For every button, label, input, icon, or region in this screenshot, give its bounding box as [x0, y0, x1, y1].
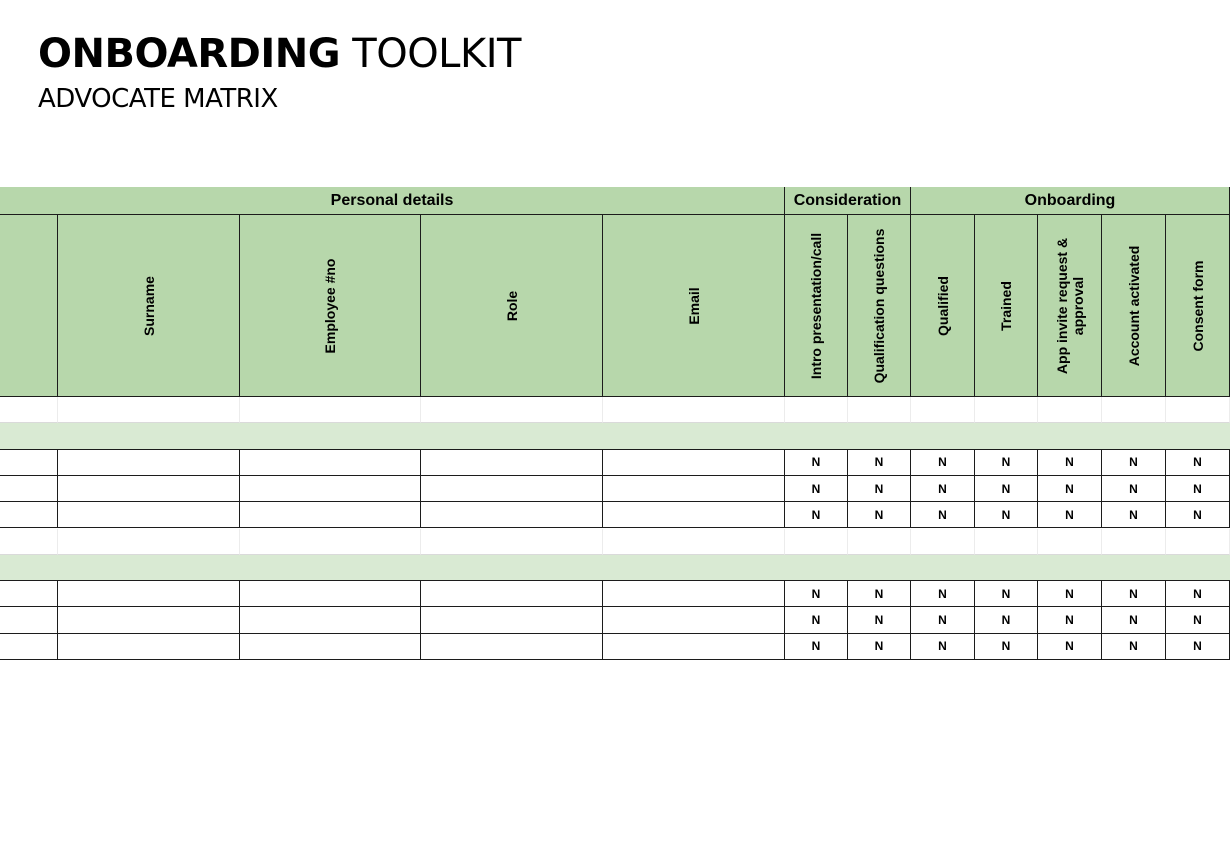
table-cell — [848, 529, 911, 555]
column-label: Employee #no — [322, 258, 338, 353]
table-cell[interactable]: N — [975, 581, 1038, 607]
table-cell[interactable] — [240, 476, 421, 502]
table-cell[interactable]: N — [785, 502, 848, 528]
table-cell[interactable] — [58, 502, 240, 528]
group-personal-details: Personal details — [0, 187, 785, 215]
column-label: Consent form — [1189, 260, 1206, 351]
table-cell — [1102, 529, 1166, 555]
table-cell[interactable]: N — [1166, 634, 1230, 660]
col-header-consent-form — [1166, 215, 1230, 397]
column-label: Account activated — [1125, 245, 1142, 366]
table-cell — [785, 529, 848, 555]
column-label: Role — [503, 290, 520, 321]
advocate-matrix-table — [0, 187, 1230, 661]
table-cell — [975, 529, 1038, 555]
table-cell — [975, 397, 1038, 423]
column-label: Surname — [140, 275, 157, 336]
table-cell[interactable]: N — [848, 450, 911, 476]
table-cell — [0, 529, 58, 555]
column-label: App invite request & approval — [1053, 237, 1086, 374]
col-header-account-activated — [1102, 215, 1166, 397]
table-cell[interactable]: N — [911, 581, 975, 607]
table-cell — [848, 397, 911, 423]
table-cell[interactable] — [58, 634, 240, 660]
table-cell[interactable]: N — [785, 607, 848, 633]
table-cell[interactable] — [421, 607, 603, 633]
table-cell[interactable] — [0, 476, 58, 502]
table-cell[interactable] — [421, 634, 603, 660]
table-cell[interactable]: N — [975, 634, 1038, 660]
table-cell[interactable] — [0, 607, 58, 633]
table-cell — [1102, 397, 1166, 423]
table-cell — [911, 397, 975, 423]
table-cell — [785, 397, 848, 423]
col-header-app-invite — [1038, 215, 1102, 397]
table-cell[interactable]: N — [911, 607, 975, 633]
table-cell — [603, 397, 785, 423]
table-cell — [1166, 529, 1230, 555]
table-cell[interactable] — [240, 634, 421, 660]
column-label: Qualified — [934, 275, 951, 336]
table-cell[interactable]: N — [911, 634, 975, 660]
table-cell[interactable]: N — [848, 502, 911, 528]
group-consideration: Consideration — [785, 187, 911, 215]
column-label: Intro presentation/call — [808, 232, 824, 379]
table-cell — [421, 397, 603, 423]
table-cell[interactable]: N — [1102, 581, 1166, 607]
table-cell[interactable]: N — [1038, 476, 1102, 502]
col-header-role — [421, 215, 603, 397]
table-cell[interactable] — [603, 607, 785, 633]
group-band-row — [0, 555, 1230, 581]
table-cell[interactable]: N — [975, 450, 1038, 476]
col-header-qualified — [911, 215, 975, 397]
table-cell[interactable] — [240, 450, 421, 476]
col-header-intro-presentation — [785, 215, 848, 397]
page-title-bold: ONBOARDING — [38, 31, 341, 77]
table-cell[interactable]: N — [848, 607, 911, 633]
table-cell[interactable]: N — [785, 450, 848, 476]
table-cell[interactable] — [240, 502, 421, 528]
col-header-first-name — [0, 215, 58, 397]
table-cell[interactable]: N — [1166, 581, 1230, 607]
page-title-regular: TOOLKIT — [352, 31, 521, 77]
table-cell — [240, 397, 421, 423]
table-cell[interactable] — [421, 476, 603, 502]
page-subtitle: ADVOCATE MATRIX — [38, 84, 278, 114]
table-cell[interactable]: N — [1166, 607, 1230, 633]
col-header-trained — [975, 215, 1038, 397]
column-label: Trained — [998, 280, 1014, 331]
table-cell — [1038, 529, 1102, 555]
page-title — [38, 28, 521, 80]
table-cell — [603, 529, 785, 555]
table-cell[interactable]: N — [848, 581, 911, 607]
table-cell[interactable]: N — [785, 476, 848, 502]
table-cell[interactable]: N — [975, 476, 1038, 502]
table-cell[interactable] — [0, 634, 58, 660]
table-cell[interactable] — [421, 581, 603, 607]
table-cell — [421, 529, 603, 555]
table-cell[interactable]: N — [1166, 502, 1230, 528]
col-header-surname — [58, 215, 240, 397]
table-cell — [911, 529, 975, 555]
table-cell[interactable] — [58, 607, 240, 633]
table-cell[interactable]: N — [1102, 450, 1166, 476]
group-onboarding: Onboarding — [911, 187, 1230, 215]
col-header-email — [603, 215, 785, 397]
table-cell[interactable]: N — [911, 450, 975, 476]
table-cell[interactable]: N — [975, 502, 1038, 528]
group-band-row — [0, 423, 1230, 449]
table-cell[interactable] — [603, 502, 785, 528]
table-cell[interactable]: N — [1038, 581, 1102, 607]
table-cell[interactable]: N — [1102, 502, 1166, 528]
table-cell[interactable] — [240, 607, 421, 633]
table-cell — [1038, 397, 1102, 423]
table-cell[interactable] — [421, 450, 603, 476]
table-cell[interactable] — [603, 634, 785, 660]
table-cell — [240, 529, 421, 555]
table-cell[interactable]: N — [1102, 476, 1166, 502]
table-cell[interactable]: N — [1166, 450, 1230, 476]
table-cell[interactable]: N — [848, 476, 911, 502]
table-cell[interactable] — [240, 581, 421, 607]
table-cell[interactable] — [0, 581, 58, 607]
table-cell[interactable] — [58, 581, 240, 607]
col-header-employee-no — [240, 215, 421, 397]
table-cell[interactable]: N — [975, 607, 1038, 633]
table-cell — [0, 397, 58, 423]
table-cell[interactable]: N — [1038, 450, 1102, 476]
table-cell[interactable]: N — [785, 581, 848, 607]
table-cell[interactable]: N — [848, 634, 911, 660]
table-cell[interactable]: N — [1102, 607, 1166, 633]
table-cell — [58, 397, 240, 423]
table-cell[interactable] — [421, 502, 603, 528]
table-cell[interactable]: N — [911, 502, 975, 528]
table-cell[interactable]: N — [911, 476, 975, 502]
table-cell[interactable]: N — [1038, 607, 1102, 633]
table-cell[interactable] — [58, 450, 240, 476]
col-header-qualification-questions — [848, 215, 911, 397]
table-cell[interactable] — [0, 450, 58, 476]
table-cell[interactable] — [603, 476, 785, 502]
table-cell — [58, 529, 240, 555]
table-cell[interactable]: N — [1102, 634, 1166, 660]
table-cell[interactable]: N — [1038, 502, 1102, 528]
column-label: Qualification questions — [871, 228, 887, 383]
table-cell[interactable]: N — [1038, 634, 1102, 660]
column-label: Email — [685, 286, 702, 325]
table-cell[interactable]: N — [785, 634, 848, 660]
table-cell[interactable]: N — [1166, 476, 1230, 502]
table-cell[interactable] — [0, 502, 58, 528]
table-cell[interactable] — [603, 581, 785, 607]
table-cell — [1166, 397, 1230, 423]
table-cell[interactable] — [58, 476, 240, 502]
table-cell[interactable] — [603, 450, 785, 476]
